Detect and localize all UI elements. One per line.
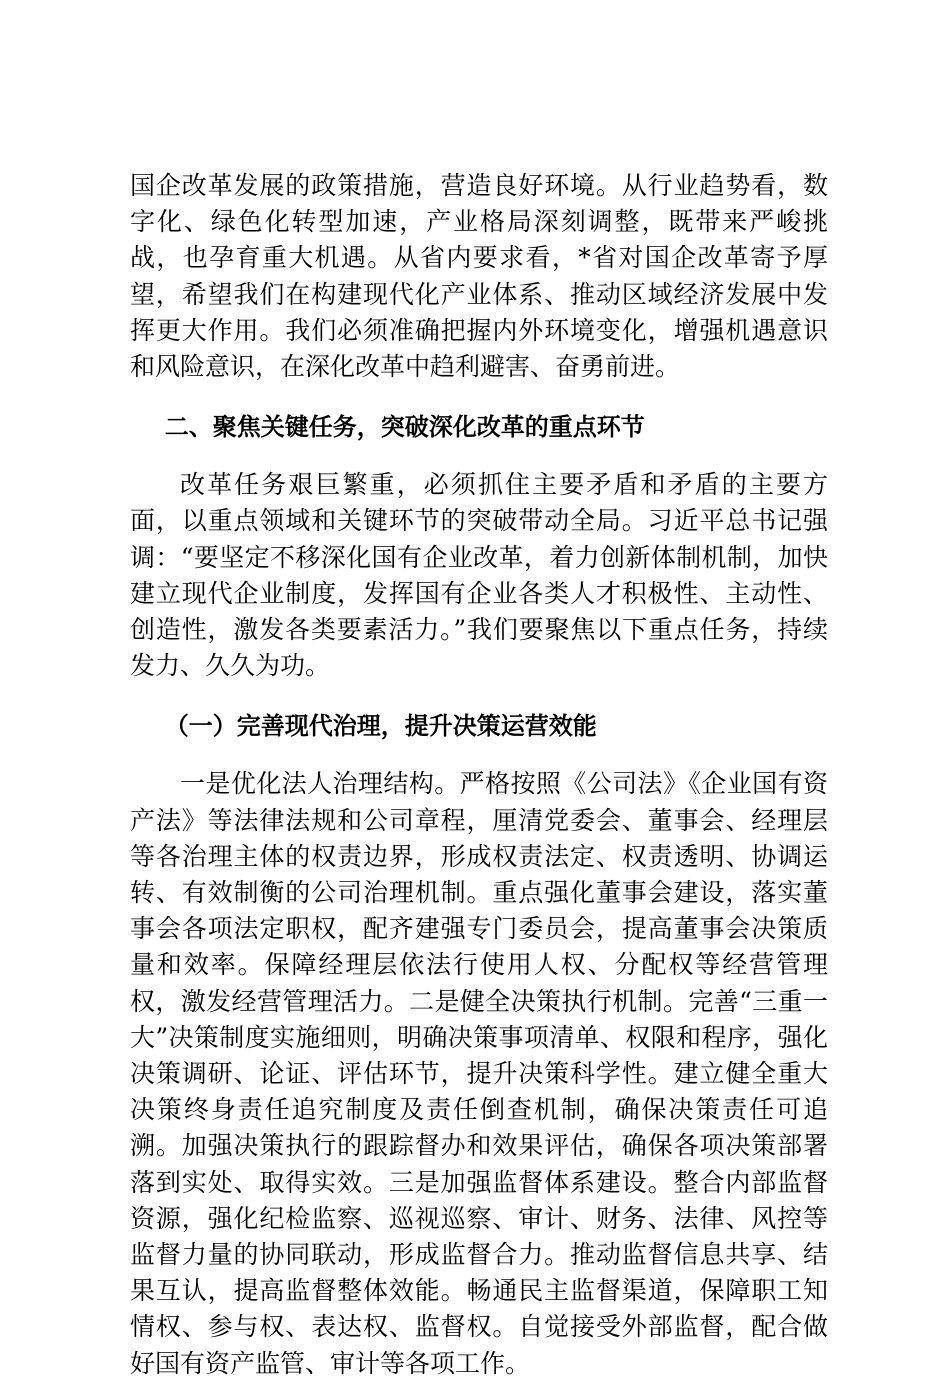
paragraph-key-tasks: 改革任务艰巨繁重，必须抓住主要矛盾和矛盾的主要方面，以重点领域和关键环节的突破带动全局。习近平总书记强调：“要坚定不移深化国有企业改革，着力创新体制机制，加快建立现代企业制度，发挥国有企业各类人才积极性、主动性、创造性，激发各类要素活力。”我们要聚焦以下重点任务，持续发力、久久为功。 bbox=[130, 470, 828, 681]
document-body bbox=[130, 168, 828, 1382]
subsection-heading-1: （一）完善现代治理，提升决策运营效能 bbox=[164, 712, 597, 741]
paragraph-governance: 一是优化法人治理结构。严格按照《公司法》《企业国有资产法》等法律法规和公司章程，厘清党委会、董事会、经理层等各治理主体的权责边界，形成权责法定、权责透明、协调运转、有效制衡的公司治理机制。重点强化董事会建设，落实董事会各项法定职权，配齐建强专门委员会，提高董事会决策质量和效率。保障经理层依法行使用人权、分配权等经营管理权，激发经营管理活力。二是健全决策执行机制。完善“三重一大”决策制度实施细则，明确决策事项清单、权限和程序，强化决策调研、论证、评估环节，提升决策科学性。建立健全重大决策终身责任追究制度及责任倒查机制，确保决策责任可追溯。加强决策执行的跟踪督办和效果评估，确保各项决策部署落到实处、取得实效。三是加强监督体系建设。整合内部监督资源，强化纪检监察、巡视巡察、审计、财务、法律、风控等监督力量的协同联动，形成监督合力。推动监督信息共享、结果互认，提高监督整体效能。畅通民主监督渠道，保障职工知情权、参与权、表达权、监督权。自觉接受外部监督，配合做好国有资产监管、审计等各项工作。 bbox=[130, 769, 828, 1378]
paragraph-continued-context: 国企改革发展的政策措施，营造良好环境。从行业趋势看，数字化、绿色化转型加速，产业格局深刻调整，既带来严峻挑战，也孕育重大机遇。从省内要求看，*省对国企改革寄予厚望，希望我们在构建现代化产业体系、推动区域经济发展中发挥更大作用。我们必须准确把握内外环境变化，增强机遇意识和风险意识，在深化改革中趋利避害、奋勇前进。 bbox=[130, 171, 828, 382]
section-heading-2: 二、聚焦关键任务，突破深化改革的重点环节 bbox=[164, 413, 645, 442]
